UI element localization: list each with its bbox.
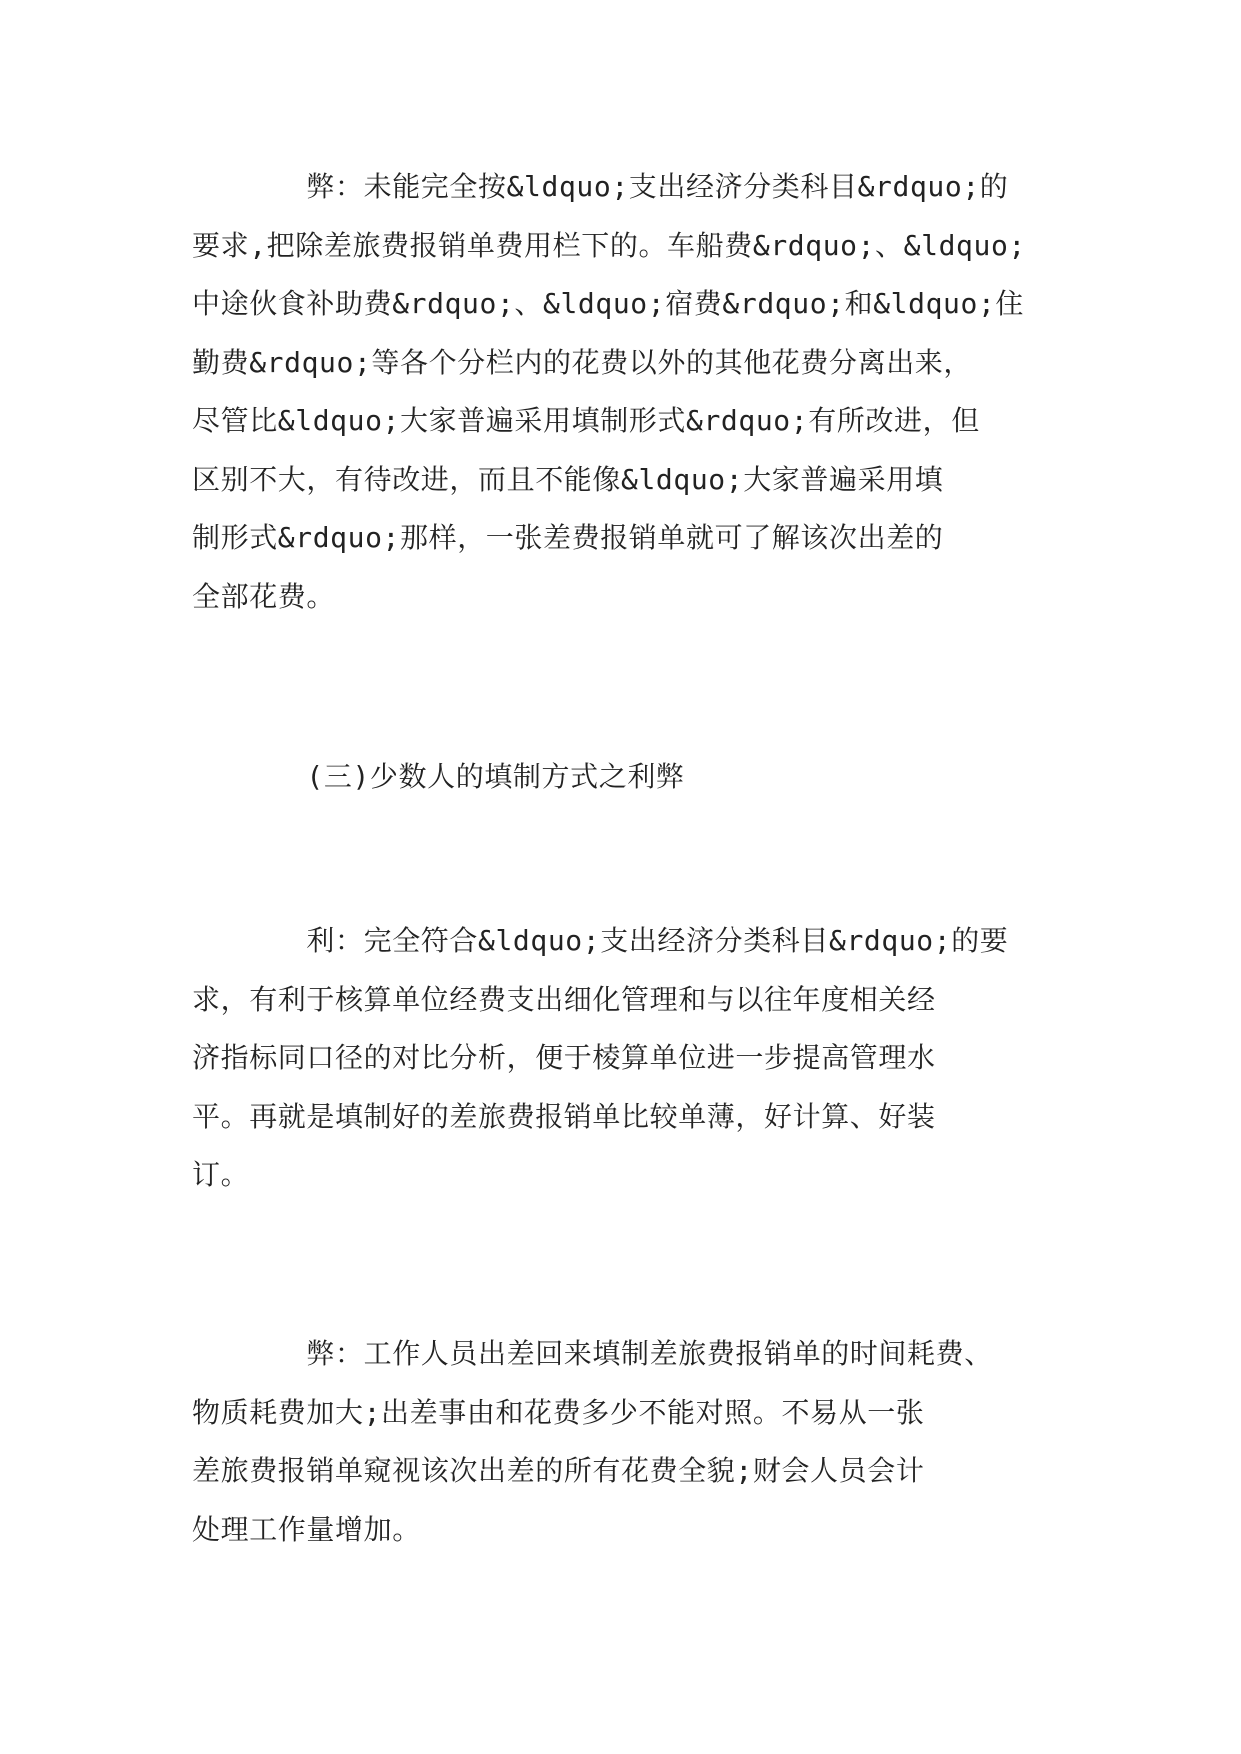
text-line: 要求,把除差旅费报销单费用栏下的。车船费&rdquo;、&ldquo; bbox=[192, 228, 1026, 262]
text-line: 济指标同口径的对比分析，便于棱算单位进一步提高管理水 bbox=[192, 1041, 936, 1074]
text-line: 勤费&rdquo;等各个分栏内的花费以外的其他花费分离出来， bbox=[192, 345, 973, 379]
text-line: 物质耗费加大;出差事由和花费多少不能对照。不易从一张 bbox=[192, 1395, 925, 1429]
text-line: 订。 bbox=[192, 1158, 250, 1191]
text-line: 差旅费报销单窥视该次出差的所有花费全貌;财会人员会计 bbox=[192, 1454, 925, 1487]
text-line: 求，有利于核算单位经费支出细化管理和与以往年度相关经 bbox=[192, 982, 936, 1016]
text-line: 中途伙食补助费&rdquo;、&ldquo;宿费&rdquo;和&ldquo;住 bbox=[192, 287, 1025, 320]
text-line: 处理工作量增加。 bbox=[192, 1512, 421, 1546]
heading-line: (三)少数人的填制方式之利弊 bbox=[192, 760, 685, 793]
text-line: 区别不大，有待改进，而且不能像&ldquo;大家普遍采用填 bbox=[192, 462, 944, 496]
paragraph-advantage bbox=[192, 912, 1062, 1205]
text-line: 平。再就是填制好的差旅费报销单比较单薄，好计算、好装 bbox=[192, 1099, 936, 1133]
text-line: 弊：工作人员出差回来填制差旅费报销单的时间耗费、 bbox=[192, 1337, 993, 1370]
paragraph-disadvantage-1 bbox=[192, 158, 1062, 626]
text-line: 全部花费。 bbox=[192, 579, 336, 613]
text-line: 制形式&rdquo;那样，一张差费报销单就可了解该次出差的 bbox=[192, 521, 944, 554]
text-line: 弊：未能完全按&ldquo;支出经济分类科目&rdquo;的 bbox=[192, 170, 1009, 203]
text-line: 尽管比&ldquo;大家普遍采用填制形式&rdquo;有所改进，但 bbox=[192, 404, 980, 437]
paragraph-disadvantage-2 bbox=[192, 1325, 1062, 1559]
section-heading bbox=[192, 748, 1062, 807]
text-line: 利：完全符合&ldquo;支出经济分类科目&rdquo;的要 bbox=[192, 924, 1009, 957]
